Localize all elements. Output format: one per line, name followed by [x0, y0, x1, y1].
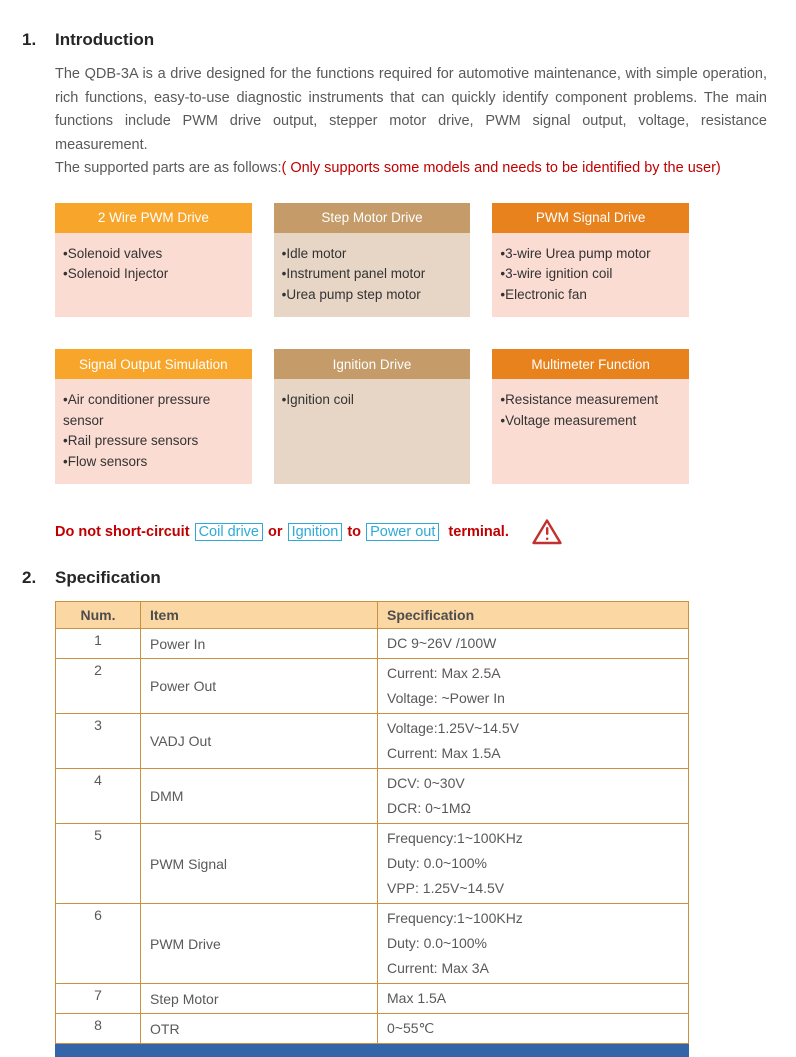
- card-title: Signal Output Simulation: [55, 349, 252, 379]
- spec-line: Current: Max 3A: [387, 960, 489, 976]
- section-title: Specification: [55, 568, 161, 587]
- row-spec: [378, 904, 689, 984]
- card-body: [492, 233, 689, 318]
- row-spec: [378, 659, 689, 714]
- card-item: • Solenoid Injector: [63, 264, 244, 285]
- row-item: DMM: [141, 769, 378, 824]
- coil-drive-term: Coil drive: [195, 523, 263, 541]
- row-item: Power Out: [141, 659, 378, 714]
- row-item: PWM Drive: [141, 904, 378, 984]
- ignition-term: Ignition: [288, 523, 343, 541]
- spec-line: Frequency:1~100KHz: [387, 830, 523, 846]
- card-pwm-signal-drive: [492, 203, 689, 318]
- card-item: • Instrument panel motor: [282, 264, 463, 285]
- table-row: [56, 659, 689, 714]
- spec-line: Duty: 0.0~100%: [387, 855, 488, 871]
- section-number: 2.: [22, 568, 37, 587]
- row-item: OTR: [141, 1014, 378, 1044]
- card-body: [492, 379, 689, 484]
- card-title: Ignition Drive: [274, 349, 471, 379]
- warning-text: terminal.: [440, 524, 509, 540]
- card-item: • 3-wire Urea pump motor: [500, 244, 681, 265]
- card-item: • Electronic fan: [500, 285, 681, 306]
- card-title: PWM Signal Drive: [492, 203, 689, 233]
- table-row: [56, 984, 689, 1014]
- row-item: PWM Signal: [141, 824, 378, 904]
- card-item: • Flow sensors: [63, 452, 244, 473]
- short-circuit-warning: [55, 518, 768, 546]
- spec-line: DC 9~26V /100W: [387, 635, 497, 651]
- power-out-term: Power out: [366, 523, 439, 541]
- card-title: 2 Wire PWM Drive: [55, 203, 252, 233]
- specification-heading: [22, 568, 768, 588]
- card-item: • Rail pressure sensors: [63, 431, 244, 452]
- card-item: • Resistance measurement: [500, 390, 681, 411]
- spec-line: Current: Max 2.5A: [387, 665, 501, 681]
- column-header-specification: Specification: [378, 602, 689, 629]
- warning-text: or: [264, 524, 287, 540]
- card-signal-output-simulation: [55, 349, 252, 484]
- card-item: • Urea pump step motor: [282, 285, 463, 306]
- table-row: [56, 769, 689, 824]
- table-row: [56, 824, 689, 904]
- row-num: 6: [56, 904, 141, 984]
- section-number: 1.: [22, 30, 37, 49]
- table-row: [56, 629, 689, 659]
- card-body: [55, 379, 252, 484]
- row-num: 5: [56, 824, 141, 904]
- card-item: • 3-wire ignition coil: [500, 264, 681, 285]
- spec-line: VPP: 1.25V~14.5V: [387, 880, 505, 896]
- card-step-motor-drive: [274, 203, 471, 318]
- table-row: [56, 1014, 689, 1044]
- supported-prefix: The supported parts are as follows:: [55, 160, 282, 176]
- specification-table: [55, 601, 689, 1044]
- spec-line: DCR: 0~1MΩ: [387, 800, 471, 816]
- spec-line: Duty: 0.0~100%: [387, 935, 488, 951]
- row-spec: [378, 824, 689, 904]
- row-num: 3: [56, 714, 141, 769]
- section-title: Introduction: [55, 30, 155, 49]
- row-num: 7: [56, 984, 141, 1014]
- card-item: • Solenoid valves: [63, 244, 244, 265]
- function-cards-grid: [55, 203, 689, 485]
- spec-line: Voltage: ~Power In: [387, 690, 505, 706]
- row-num: 2: [56, 659, 141, 714]
- card-multimeter-function: [492, 349, 689, 484]
- card-ignition-drive: [274, 349, 471, 484]
- column-header-num: Num.: [56, 602, 141, 629]
- row-spec: [378, 1014, 689, 1044]
- card-body: [274, 233, 471, 318]
- spec-line: Frequency:1~100KHz: [387, 910, 523, 926]
- intro-paragraph: The QDB-3A is a drive designed for the functions required for automotive maintenance, with simple operation, rich functions, easy-to-use diagnostic instruments that can quickly identify component problems. The main functions include PWM drive output, stepper motor drive, PWM signal output, voltage, resistance measurement.: [55, 66, 767, 153]
- card-item: • Ignition coil: [282, 390, 463, 411]
- row-num: 8: [56, 1014, 141, 1044]
- card-body: [274, 379, 471, 484]
- card-2-wire-pwm-drive: [55, 203, 252, 318]
- card-title: Step Motor Drive: [274, 203, 471, 233]
- table-header-row: [56, 602, 689, 629]
- footer-accent-bar: [55, 1044, 689, 1057]
- column-header-item: Item: [141, 602, 378, 629]
- warning-text: Do not short-circuit: [55, 524, 194, 540]
- warning-text: to: [343, 524, 366, 540]
- supported-parts-line: [55, 157, 767, 181]
- row-spec: [378, 629, 689, 659]
- row-item: VADJ Out: [141, 714, 378, 769]
- spec-line: 0~55℃: [387, 1020, 435, 1036]
- spec-line: DCV: 0~30V: [387, 775, 465, 791]
- row-item: Step Motor: [141, 984, 378, 1014]
- row-num: 4: [56, 769, 141, 824]
- spec-line: Max 1.5A: [387, 990, 447, 1006]
- table-row: [56, 904, 689, 984]
- card-title: Multimeter Function: [492, 349, 689, 379]
- row-spec: [378, 984, 689, 1014]
- card-item: • Air conditioner pressure sensor: [63, 390, 244, 431]
- spec-line: Voltage:1.25V~14.5V: [387, 720, 519, 736]
- row-spec: [378, 769, 689, 824]
- card-item: • Idle motor: [282, 244, 463, 265]
- introduction-heading: [22, 30, 768, 50]
- spec-line: Current: Max 1.5A: [387, 745, 501, 761]
- card-item: • Voltage measurement: [500, 411, 681, 432]
- card-body: [55, 233, 252, 318]
- supported-note: ( Only supports some models and needs to be identified by the user): [281, 160, 721, 176]
- row-item: Power In: [141, 629, 378, 659]
- row-spec: [378, 714, 689, 769]
- row-num: 1: [56, 629, 141, 659]
- warning-triangle-icon: [531, 518, 563, 546]
- table-row: [56, 714, 689, 769]
